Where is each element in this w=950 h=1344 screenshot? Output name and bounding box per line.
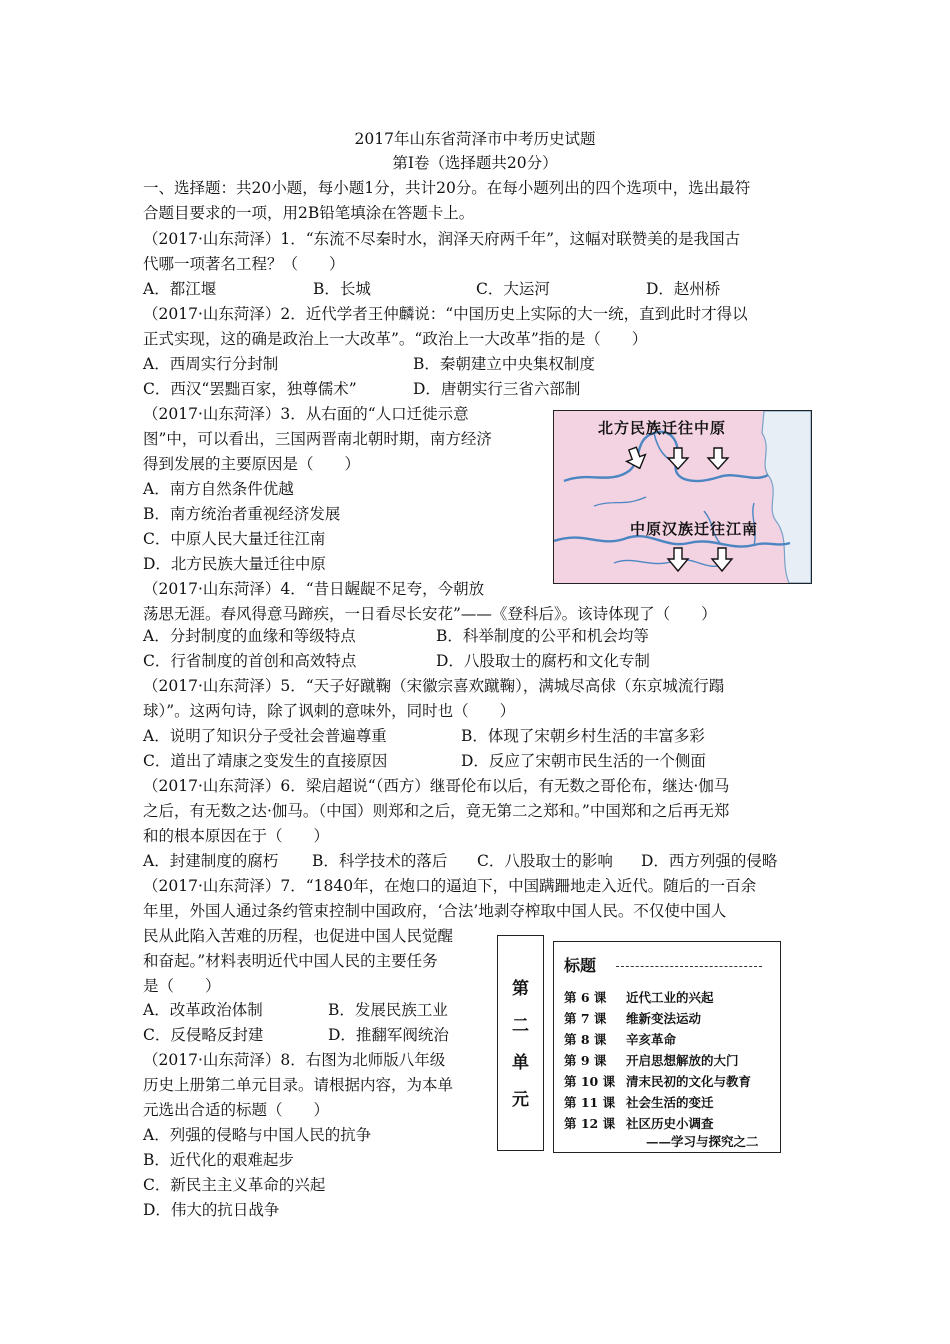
question-7-text: 是（ ） (143, 977, 221, 995)
toc-lesson-name: 开启思想解放的大门 (626, 1053, 739, 1068)
toc-lesson-row (564, 1093, 714, 1111)
toc-lesson-name: 清末民初的文化与教育 (626, 1074, 752, 1089)
toc-lesson-name: 维新变法运动 (626, 1011, 702, 1026)
toc-lesson-row (564, 1114, 714, 1132)
toc-lesson-name: 社区历史小调查 (626, 1116, 714, 1131)
question-3-text: 图”中，可以看出，三国两晋南北朝时期，南方经济 (143, 430, 492, 448)
toc-lesson-row (564, 988, 714, 1006)
q4-option-b[interactable]: B．科举制度的公平和机会均等 (436, 627, 649, 645)
q6-option-b[interactable]: B．科学技术的落后 (312, 852, 448, 870)
question-3-text: 得到发展的主要原因是（ ） (143, 455, 361, 473)
toc-lesson-number: 第 9 课 (564, 1053, 607, 1068)
q2-option-d[interactable]: D．唐朝实行三省六部制 (413, 380, 581, 398)
toc-lesson-row (564, 1009, 701, 1027)
q2-option-c[interactable]: C．西汉“罢黜百家，独尊儒术” (143, 380, 357, 398)
toc-lesson-number: 第 11 课 (564, 1095, 616, 1110)
q8-option-b[interactable]: B．近代化的艰难起步 (143, 1151, 294, 1169)
q5-option-d[interactable]: D．反应了宋朝市民生活的一个侧面 (461, 752, 706, 770)
q2-option-b[interactable]: B．秦朝建立中央集权制度 (413, 355, 595, 373)
toc-lesson-name: 辛亥革命 (626, 1032, 677, 1047)
toc-lesson-number: 第 7 课 (564, 1011, 607, 1026)
q7-option-b[interactable]: B．发展民族工业 (328, 1001, 448, 1019)
question-7-text: 和奋起。”材料表明近代中国人民的主要任务 (143, 952, 438, 970)
q3-option-b[interactable]: B．南方统治者重视经济发展 (143, 505, 341, 523)
question-6-text: 之后，有无数之达·伽马。（中国）则郑和之后，竟无第二之郑和。”中国郑和之后再无郑 (143, 802, 730, 820)
toc-lesson-name: 社会生活的变迁 (626, 1095, 714, 1110)
unit-char: 第 (512, 979, 529, 999)
q3-option-c[interactable]: C．中原人民大量迁往江南 (143, 530, 326, 548)
toc-lesson-row (564, 1072, 751, 1090)
question-5-text: （2017·山东菏泽）5．“天子好蹴鞠（宋徽宗喜欢蹴鞠），满城尽高俅（东京城流行蹋 (143, 677, 725, 695)
toc-lesson-number: 第 10 课 (564, 1074, 616, 1089)
unit-toc-box (553, 941, 781, 1153)
q6-option-a[interactable]: A．封建制度的腐朽 (143, 852, 279, 870)
q3-option-a[interactable]: A．南方自然条件优越 (143, 480, 294, 498)
q6-option-c[interactable]: C．八股取士的影响 (477, 852, 613, 870)
question-4-text: （2017·山东菏泽）4．“昔日龌龊不足夸，今朝放 (143, 580, 485, 598)
q8-option-d[interactable]: D．伟大的抗日战争 (143, 1201, 280, 1219)
question-1-text: （2017·山东菏泽）1．“东流不尽秦时水，润泽天府两千年”，这幅对联赞美的是我国古 (143, 230, 741, 248)
instructions-line: 一、选择题：共20小题，每小题1分，共计20分。在每小题列出的四个选项中，选出最符 (143, 179, 751, 197)
question-7-text: 年里，外国人通过条约管束控制中国政府，‘合法’地剥夺榨取中国人民。不仅使中国人 (143, 902, 727, 920)
instructions-line: 合题目要求的一项，用2B铅笔填涂在答题卡上。 (143, 204, 475, 222)
question-7-text: （2017·山东菏泽）7．“1840年，在炮口的逼迫下，中国蹒跚地走入近代。随后的一百余 (143, 877, 757, 895)
q1-option-b[interactable]: B．长城 (313, 280, 371, 298)
map-label-south: 中原汉族迁往江南 (630, 520, 759, 538)
q5-option-a[interactable]: A．说明了知识分子受社会普遍尊重 (143, 727, 387, 745)
question-6-text: 和的根本原因在于（ ） (143, 827, 330, 845)
q6-option-d[interactable]: D．西方列强的侵略 (641, 852, 778, 870)
toc-lesson-number: 第 8 课 (564, 1032, 607, 1047)
q2-option-a[interactable]: A．西周实行分封制 (143, 355, 279, 373)
question-3-text: （2017·山东菏泽）3．从右面的“人口迁徙示意 (143, 405, 469, 423)
q7-option-c[interactable]: C．反侵略反封建 (143, 1026, 264, 1044)
toc-footer: ——学习与探究之二 (646, 1134, 759, 1149)
unit-label-box (497, 935, 544, 1151)
q5-option-c[interactable]: C．道出了靖康之变发生的直接原因 (143, 752, 388, 770)
migration-map (553, 410, 812, 584)
toc-title: 标题 (564, 956, 597, 975)
exam-title: 2017年山东省菏泽市中考历史试题 (354, 130, 596, 148)
question-5-text: 球）”。这两句诗，除了讽刺的意味外，同时也（ ） (143, 702, 516, 720)
q8-option-c[interactable]: C．新民主主义革命的兴起 (143, 1176, 326, 1194)
toc-lesson-number: 第 12 课 (564, 1116, 616, 1131)
toc-lesson-row (564, 1051, 739, 1069)
q1-option-a[interactable]: A．都江堰 (143, 280, 217, 298)
q4-option-c[interactable]: C．行省制度的首创和高效特点 (143, 652, 357, 670)
q7-option-a[interactable]: A．改革政治体制 (143, 1001, 263, 1019)
unit-char: 元 (512, 1090, 529, 1110)
question-8-text: 元选出合适的标题（ ） (143, 1101, 330, 1119)
question-7-text: 民从此陷入苦难的历程，也促进中国人民觉醒 (143, 927, 454, 945)
toc-lesson-number: 第 6 课 (564, 990, 607, 1005)
question-2-text: （2017·山东菏泽）2．近代学者王仲麟说：“中国历史上实际的大一统，直到此时才得以 (143, 305, 748, 323)
unit-char: 二 (512, 1016, 529, 1036)
question-4-text: 荡思无涯。春风得意马蹄疾，一日看尽长安花”——《登科后》。该诗体现了（ ） (143, 605, 717, 623)
toc-title-blank (616, 966, 762, 967)
question-8-text: （2017·山东菏泽）8．右图为北师版八年级 (143, 1051, 446, 1069)
toc-lesson-name: 近代工业的兴起 (626, 990, 714, 1005)
q3-option-d[interactable]: D．北方民族大量迁往中原 (143, 555, 326, 573)
question-6-text: （2017·山东菏泽）6．梁启超说“（西方）继哥伦布以后，有无数之哥伦布，继达·伽马 (143, 777, 730, 795)
q7-option-d[interactable]: D．推翻军阀统治 (328, 1026, 449, 1044)
question-1-text: 代哪一项著名工程？（ ） (143, 255, 345, 273)
map-label-north: 北方民族迁往中原 (598, 419, 727, 437)
q4-option-d[interactable]: D．八股取士的腐朽和文化专制 (436, 652, 650, 670)
question-8-text: 历史上册第二单元目录。请根据内容，为本单 (143, 1076, 454, 1094)
unit-char: 单 (512, 1053, 529, 1073)
q8-option-a[interactable]: A．列强的侵略与中国人民的抗争 (143, 1126, 372, 1144)
q1-option-c[interactable]: C．大运河 (476, 280, 550, 298)
q4-option-a[interactable]: A．分封制度的血缘和等级特点 (143, 627, 356, 645)
question-2-text: 正式实现，这的确是政治上一大改革”。“政治上一大改革”指的是（ ） (143, 330, 648, 348)
q5-option-b[interactable]: B．体现了宋朝乡村生活的丰富多彩 (461, 727, 705, 745)
q1-option-d[interactable]: D．赵州桥 (646, 280, 721, 298)
section-subtitle: 第Ⅰ卷（选择题共20分） (392, 154, 558, 172)
toc-lesson-row (564, 1030, 676, 1048)
